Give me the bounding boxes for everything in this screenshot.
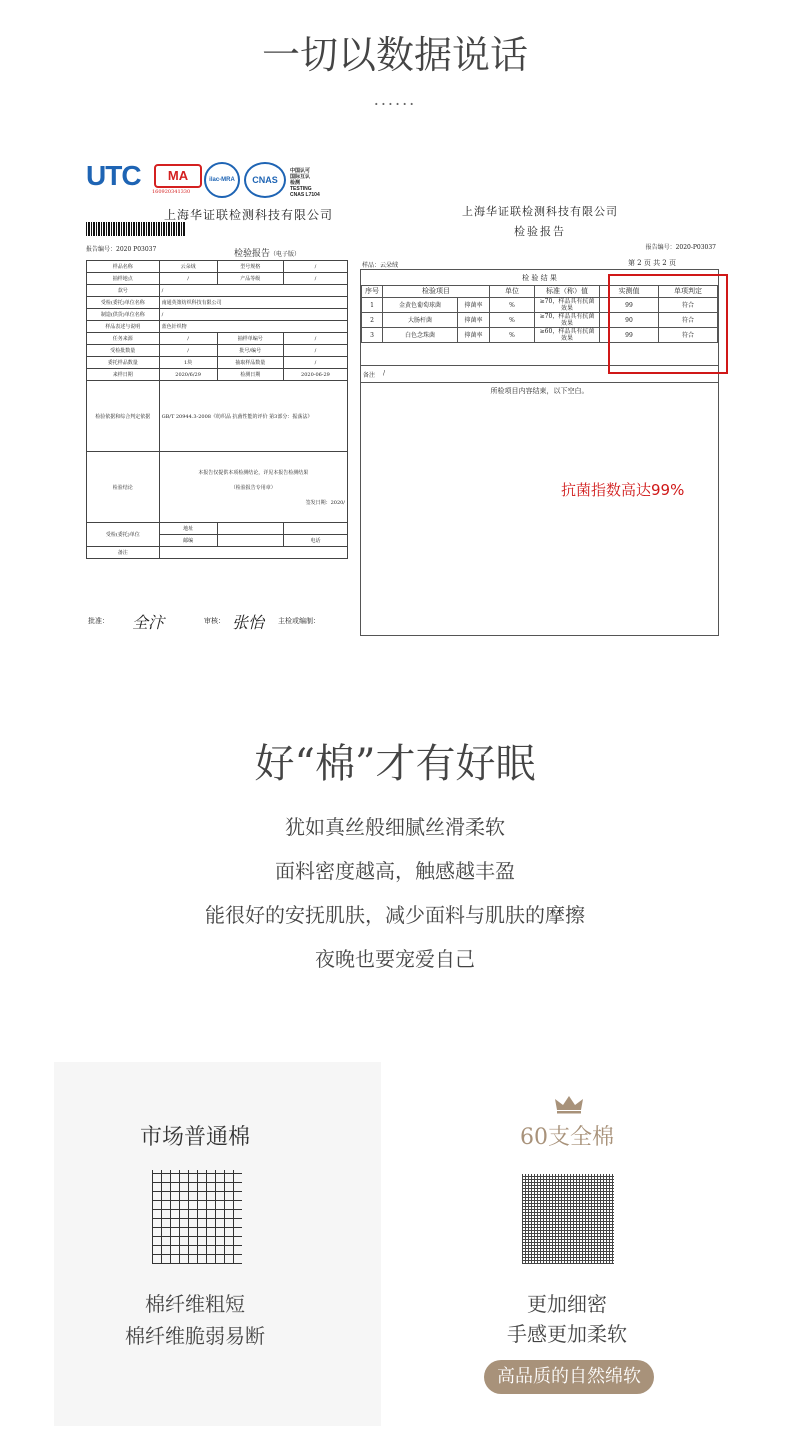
result-cell: 金黄色葡萄球菌 — [383, 298, 458, 313]
remark-label: 备注 — [87, 547, 160, 559]
result-cell: 抑菌率 — [458, 328, 490, 343]
left-table-row — [87, 321, 348, 333]
left-table-cell: / — [159, 285, 347, 297]
result-cell: % — [490, 298, 535, 313]
left-table-cell: / — [283, 273, 347, 285]
result-cell: 2 — [362, 313, 383, 328]
left-table-cell: 款号 — [87, 285, 160, 297]
cnas-logo: CNAS — [244, 162, 286, 198]
left-table-cell: 检测日期 — [217, 369, 283, 381]
ordinary-cotton-title: 市场普通棉 — [139, 1125, 250, 1150]
left-table-cell: 任务来源 — [87, 333, 160, 345]
result-cell: 90 — [600, 313, 659, 328]
left-report-number: 报告编号：2020 P03037 — [86, 246, 157, 253]
conclusion-cell: 本报告仅提供本项检测结论，详见本报告检测结果 （检验报告专用章） 签发日期：2020/ — [159, 452, 347, 523]
result-cell: 符合 — [659, 298, 718, 313]
left-table-cell: 蓝色针织物 — [159, 321, 347, 333]
end-note: 所检项目内容结束，以下空白。 — [490, 387, 589, 395]
review-label: 审核： — [204, 617, 225, 625]
header-cell: 检验项目 — [383, 286, 490, 298]
left-report-table — [86, 260, 348, 559]
left-table-cell: 样品名称 — [87, 261, 160, 273]
cma-logo: MA — [154, 164, 202, 188]
left-table-cell: 受检批数量 — [87, 345, 160, 357]
left-table-cell: 型号规格 — [217, 261, 283, 273]
left-table-cell: 云朵绒 — [159, 261, 217, 273]
utc-logo: UTC — [86, 160, 141, 191]
review-signature: 张怡 — [232, 613, 265, 632]
result-cell: 99 — [600, 298, 659, 313]
result-cell: % — [490, 313, 535, 328]
cma-number: 160920341330 — [152, 189, 191, 195]
ordinary-line-2: 棉纤维脆弱易断 — [125, 1324, 265, 1348]
barcode — [86, 222, 186, 236]
right-report-page: 第 2 页 共 2 页 — [627, 259, 676, 267]
left-table-cell: / — [283, 261, 347, 273]
right-report-company: 上海华证联检测科技有限公司 — [462, 205, 618, 218]
header-cell: 标准（称）值 — [535, 286, 600, 298]
right-test-report — [352, 195, 728, 640]
client-label: 受检(委托)单位 — [87, 523, 160, 547]
header-cell: 单位 — [490, 286, 535, 298]
left-table-cell: 产品等级 — [217, 273, 283, 285]
left-table-cell: 制造(供货)单位名称 — [87, 309, 160, 321]
header-cell: 序号 — [362, 286, 383, 298]
result-cell: ≥70，样品具有抗菌效果 — [535, 313, 600, 328]
desc-line-4: 夜晚也要宠爱自己 — [315, 947, 475, 971]
left-table-row — [87, 261, 348, 273]
left-table-cell: / — [159, 309, 347, 321]
ilac-mra-logo: ilac-MRA — [204, 162, 240, 198]
premium-line-1: 更加细密 — [527, 1292, 607, 1316]
quality-badge: 高品质的自然绵软 — [484, 1360, 654, 1394]
coarse-weave-icon — [152, 1170, 242, 1264]
cnas-text: 中国认可 国际互认 检测 TESTING CNAS L7104 — [290, 168, 320, 198]
left-table-cell: 样品表述与说明 — [87, 321, 160, 333]
left-table-row — [87, 309, 348, 321]
left-table-row — [87, 357, 348, 369]
result-cell: 白色念珠菌 — [383, 328, 458, 343]
left-table-cell: 委托样品数量 — [87, 357, 160, 369]
standard-text: GB/T 20944.3-2008《纺织品 抗菌性能的评价 第3部分：振荡法》 — [159, 381, 347, 452]
left-table-cell: 2020/6/29 — [159, 369, 217, 381]
conclusion-label: 检验结论 — [87, 452, 160, 523]
desc-line-3: 能很好的安抚肌肤，减少面料与肌肤的摩擦 — [205, 903, 585, 927]
left-table-cell: / — [283, 333, 347, 345]
section-title-cotton: 好“棉”才有好眠 — [254, 741, 536, 787]
left-table-cell: 受检(委托)单位名称 — [87, 297, 160, 309]
left-table-cell: / — [283, 357, 347, 369]
title-dots: ...... — [373, 90, 417, 109]
left-table-cell: 抽样单编号 — [217, 333, 283, 345]
premium-line-2: 手感更加柔软 — [507, 1322, 627, 1346]
result-cell: 抑菌率 — [458, 298, 490, 313]
left-table-row — [87, 297, 348, 309]
approve-signature: 全汴 — [132, 613, 165, 632]
antibacterial-highlight: 抗菌指数高达99% — [561, 481, 685, 499]
left-table-cell: 1块 — [159, 357, 217, 369]
phone-label: 电话 — [283, 535, 347, 547]
highlight-box — [608, 274, 728, 374]
left-table-cell: / — [159, 273, 217, 285]
left-table-cell: 南通英策纺织科技有限公司 — [159, 297, 347, 309]
result-cell: ≥60，样品具有抗菌效果 — [535, 328, 600, 343]
header-cell: 实测值 — [600, 286, 659, 298]
standard-label: 检验依据和综合判定依据 — [87, 381, 160, 452]
desc-line-2: 面料密度越高，触感越丰盈 — [275, 859, 515, 883]
right-report-number: 报告编号：2020-P03037 — [645, 244, 716, 251]
left-table-cell: / — [159, 333, 217, 345]
left-table-cell: 来样日期 — [87, 369, 160, 381]
left-table-cell: 2020-06-29 — [283, 369, 347, 381]
desc-line-1: 犹如真丝般细腻丝滑柔软 — [285, 815, 505, 839]
result-cell: ≥70，样品具有抗菌效果 — [535, 298, 600, 313]
main-label: 主检或编制： — [278, 617, 320, 625]
left-report-title: 检验报告（电子版） — [234, 249, 301, 259]
left-table-row — [87, 285, 348, 297]
certification-logos — [84, 156, 342, 198]
left-table-cell: / — [159, 345, 217, 357]
result-cell: 符合 — [659, 313, 718, 328]
left-report-company: 上海华证联检测科技有限公司 — [164, 208, 334, 222]
post-label: 邮编 — [159, 535, 217, 547]
left-test-report — [84, 150, 345, 636]
result-title: 检 验 结 果 — [522, 274, 557, 282]
section-title-data: 一切以数据说话 — [261, 33, 528, 77]
result-cell: 抑菌率 — [458, 313, 490, 328]
left-table-row — [87, 333, 348, 345]
left-table-row — [87, 345, 348, 357]
left-table-row — [87, 273, 348, 285]
left-table-row — [87, 369, 348, 381]
left-table-cell: 抽样地点 — [87, 273, 160, 285]
right-report-sample: 样品：云朵绒 — [362, 262, 399, 269]
left-table-cell: / — [283, 345, 347, 357]
approve-label: 批准： — [88, 617, 109, 625]
result-cell: 1 — [362, 298, 383, 313]
left-table-cell: 抽取样品数量 — [217, 357, 283, 369]
result-cell: % — [490, 328, 535, 343]
result-cell: 符合 — [659, 328, 718, 343]
result-cell: 99 — [600, 328, 659, 343]
result-cell: 大肠杆菌 — [383, 313, 458, 328]
addr-label: 地址 — [159, 523, 217, 535]
fine-weave-icon — [522, 1174, 614, 1264]
ordinary-line-1: 棉纤维粗短 — [145, 1292, 245, 1316]
result-cell: 3 — [362, 328, 383, 343]
note-row: 备注 / — [361, 365, 718, 383]
crown-icon — [554, 1094, 584, 1114]
premium-cotton-title: 60支全棉 — [520, 1125, 614, 1150]
left-table-cell: 批号/编号 — [217, 345, 283, 357]
right-report-title: 检验报告 — [514, 225, 566, 238]
header-cell: 单项判定 — [659, 286, 718, 298]
